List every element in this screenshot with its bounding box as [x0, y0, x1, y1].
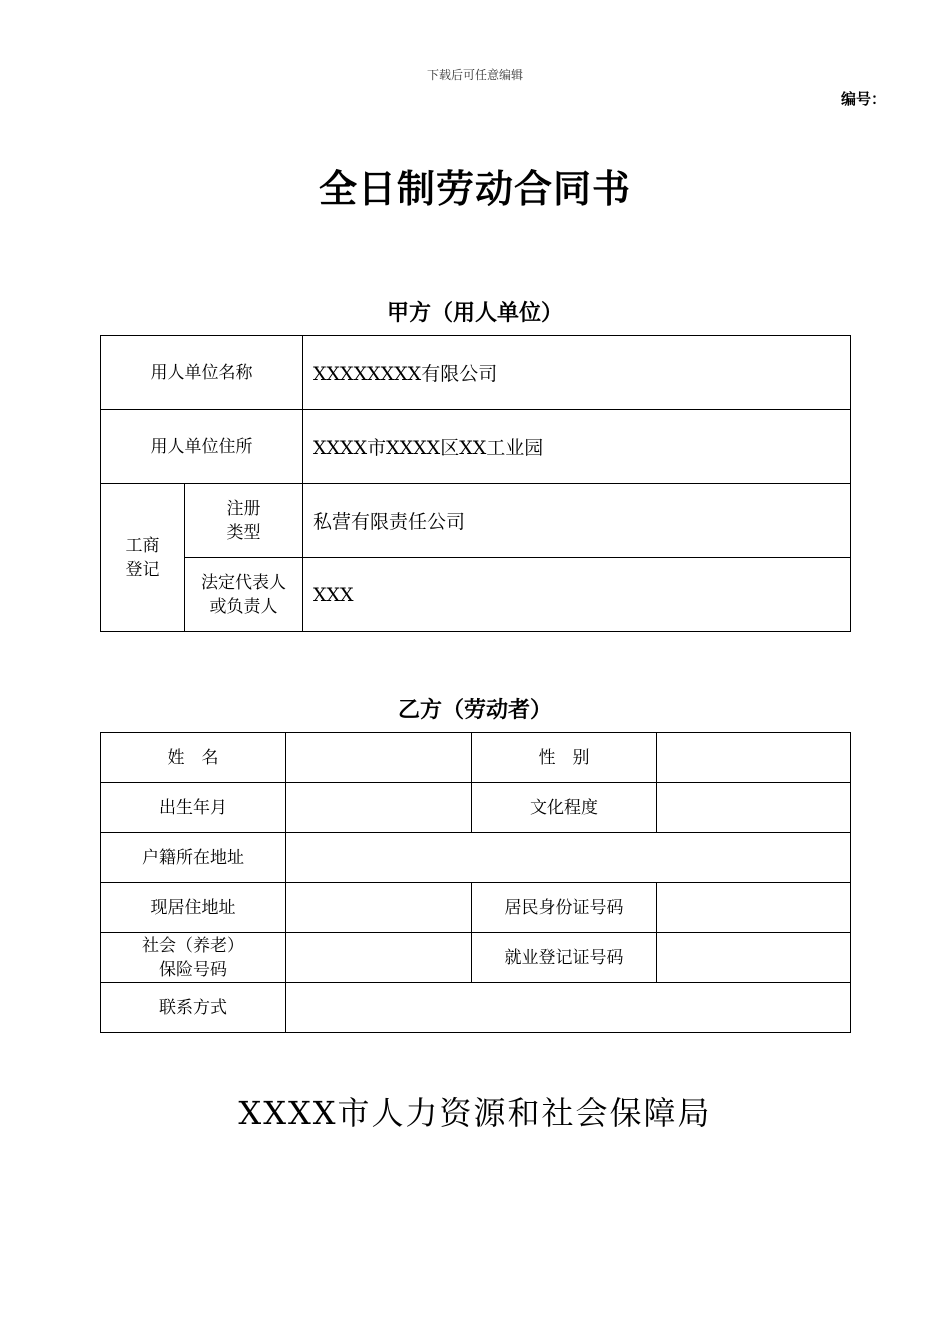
table-row	[101, 558, 851, 632]
registration-type-label	[185, 484, 303, 558]
id-number-field[interactable]	[657, 883, 851, 933]
party-a-heading: 甲方（用人单位）	[386, 301, 563, 326]
current-address-field[interactable]	[286, 883, 472, 933]
hukou-address-label: 户籍所在地址	[101, 833, 286, 883]
birth-date-field[interactable]	[286, 783, 472, 833]
birth-date-label: 出生年月	[101, 783, 286, 833]
table-row	[101, 783, 851, 833]
education-field[interactable]	[657, 783, 851, 833]
contact-field[interactable]	[286, 983, 851, 1033]
table-row	[101, 933, 851, 983]
party-b-table	[100, 732, 851, 1033]
id-number-label: 居民身份证号码	[472, 883, 657, 933]
table-row	[101, 733, 851, 783]
registration-type-label-line1: 注册	[226, 498, 261, 519]
employer-address-value[interactable]: XXXX市XXXX区XX工业园	[303, 410, 851, 484]
legal-representative-value[interactable]: XXX	[303, 558, 851, 632]
contact-label: 联系方式	[101, 983, 286, 1033]
insurance-number-label	[101, 933, 286, 983]
insurance-number-label-line2: 保险号码	[159, 959, 227, 980]
employment-registration-field[interactable]	[657, 933, 851, 983]
table-row	[101, 883, 851, 933]
worker-name-label: 姓 名	[101, 733, 286, 783]
worker-name-field[interactable]	[286, 733, 472, 783]
table-row	[101, 983, 851, 1033]
party-a-table	[100, 335, 851, 632]
employer-name-label: 用人单位名称	[101, 336, 303, 410]
business-registration-label-line2: 登记	[125, 559, 160, 580]
insurance-number-field[interactable]	[286, 933, 472, 983]
business-registration-label	[101, 484, 185, 632]
table-row	[101, 410, 851, 484]
registration-type-label-line2: 类型	[226, 522, 261, 543]
insurance-number-label-line1: 社会（养老）	[142, 935, 244, 956]
employment-registration-label: 就业登记证号码	[472, 933, 657, 983]
employer-name-value[interactable]: XXXXXXXX有限公司	[303, 336, 851, 410]
gender-field[interactable]	[657, 733, 851, 783]
table-row	[101, 336, 851, 410]
party-b-heading: 乙方（劳动者）	[397, 698, 552, 723]
legal-representative-label	[185, 558, 303, 632]
hukou-address-field[interactable]	[286, 833, 851, 883]
current-address-label: 现居住地址	[101, 883, 286, 933]
table-row	[101, 484, 851, 558]
legal-representative-label-line2: 或负责人	[209, 596, 278, 617]
legal-representative-label-line1: 法定代表人	[201, 572, 286, 593]
download-note: 下载后可任意编辑	[426, 68, 523, 82]
document-number-label: 编号：	[840, 90, 886, 108]
document-title: 全日制劳动合同书	[318, 167, 631, 211]
table-row	[101, 833, 851, 883]
issuing-authority: XXXX市人力资源和社会保障局	[238, 1094, 712, 1132]
employer-address-label: 用人单位住所	[101, 410, 303, 484]
business-registration-label-line1: 工商	[125, 535, 160, 556]
education-label: 文化程度	[472, 783, 657, 833]
gender-label: 性 别	[472, 733, 657, 783]
registration-type-value[interactable]: 私营有限责任公司	[303, 484, 851, 558]
